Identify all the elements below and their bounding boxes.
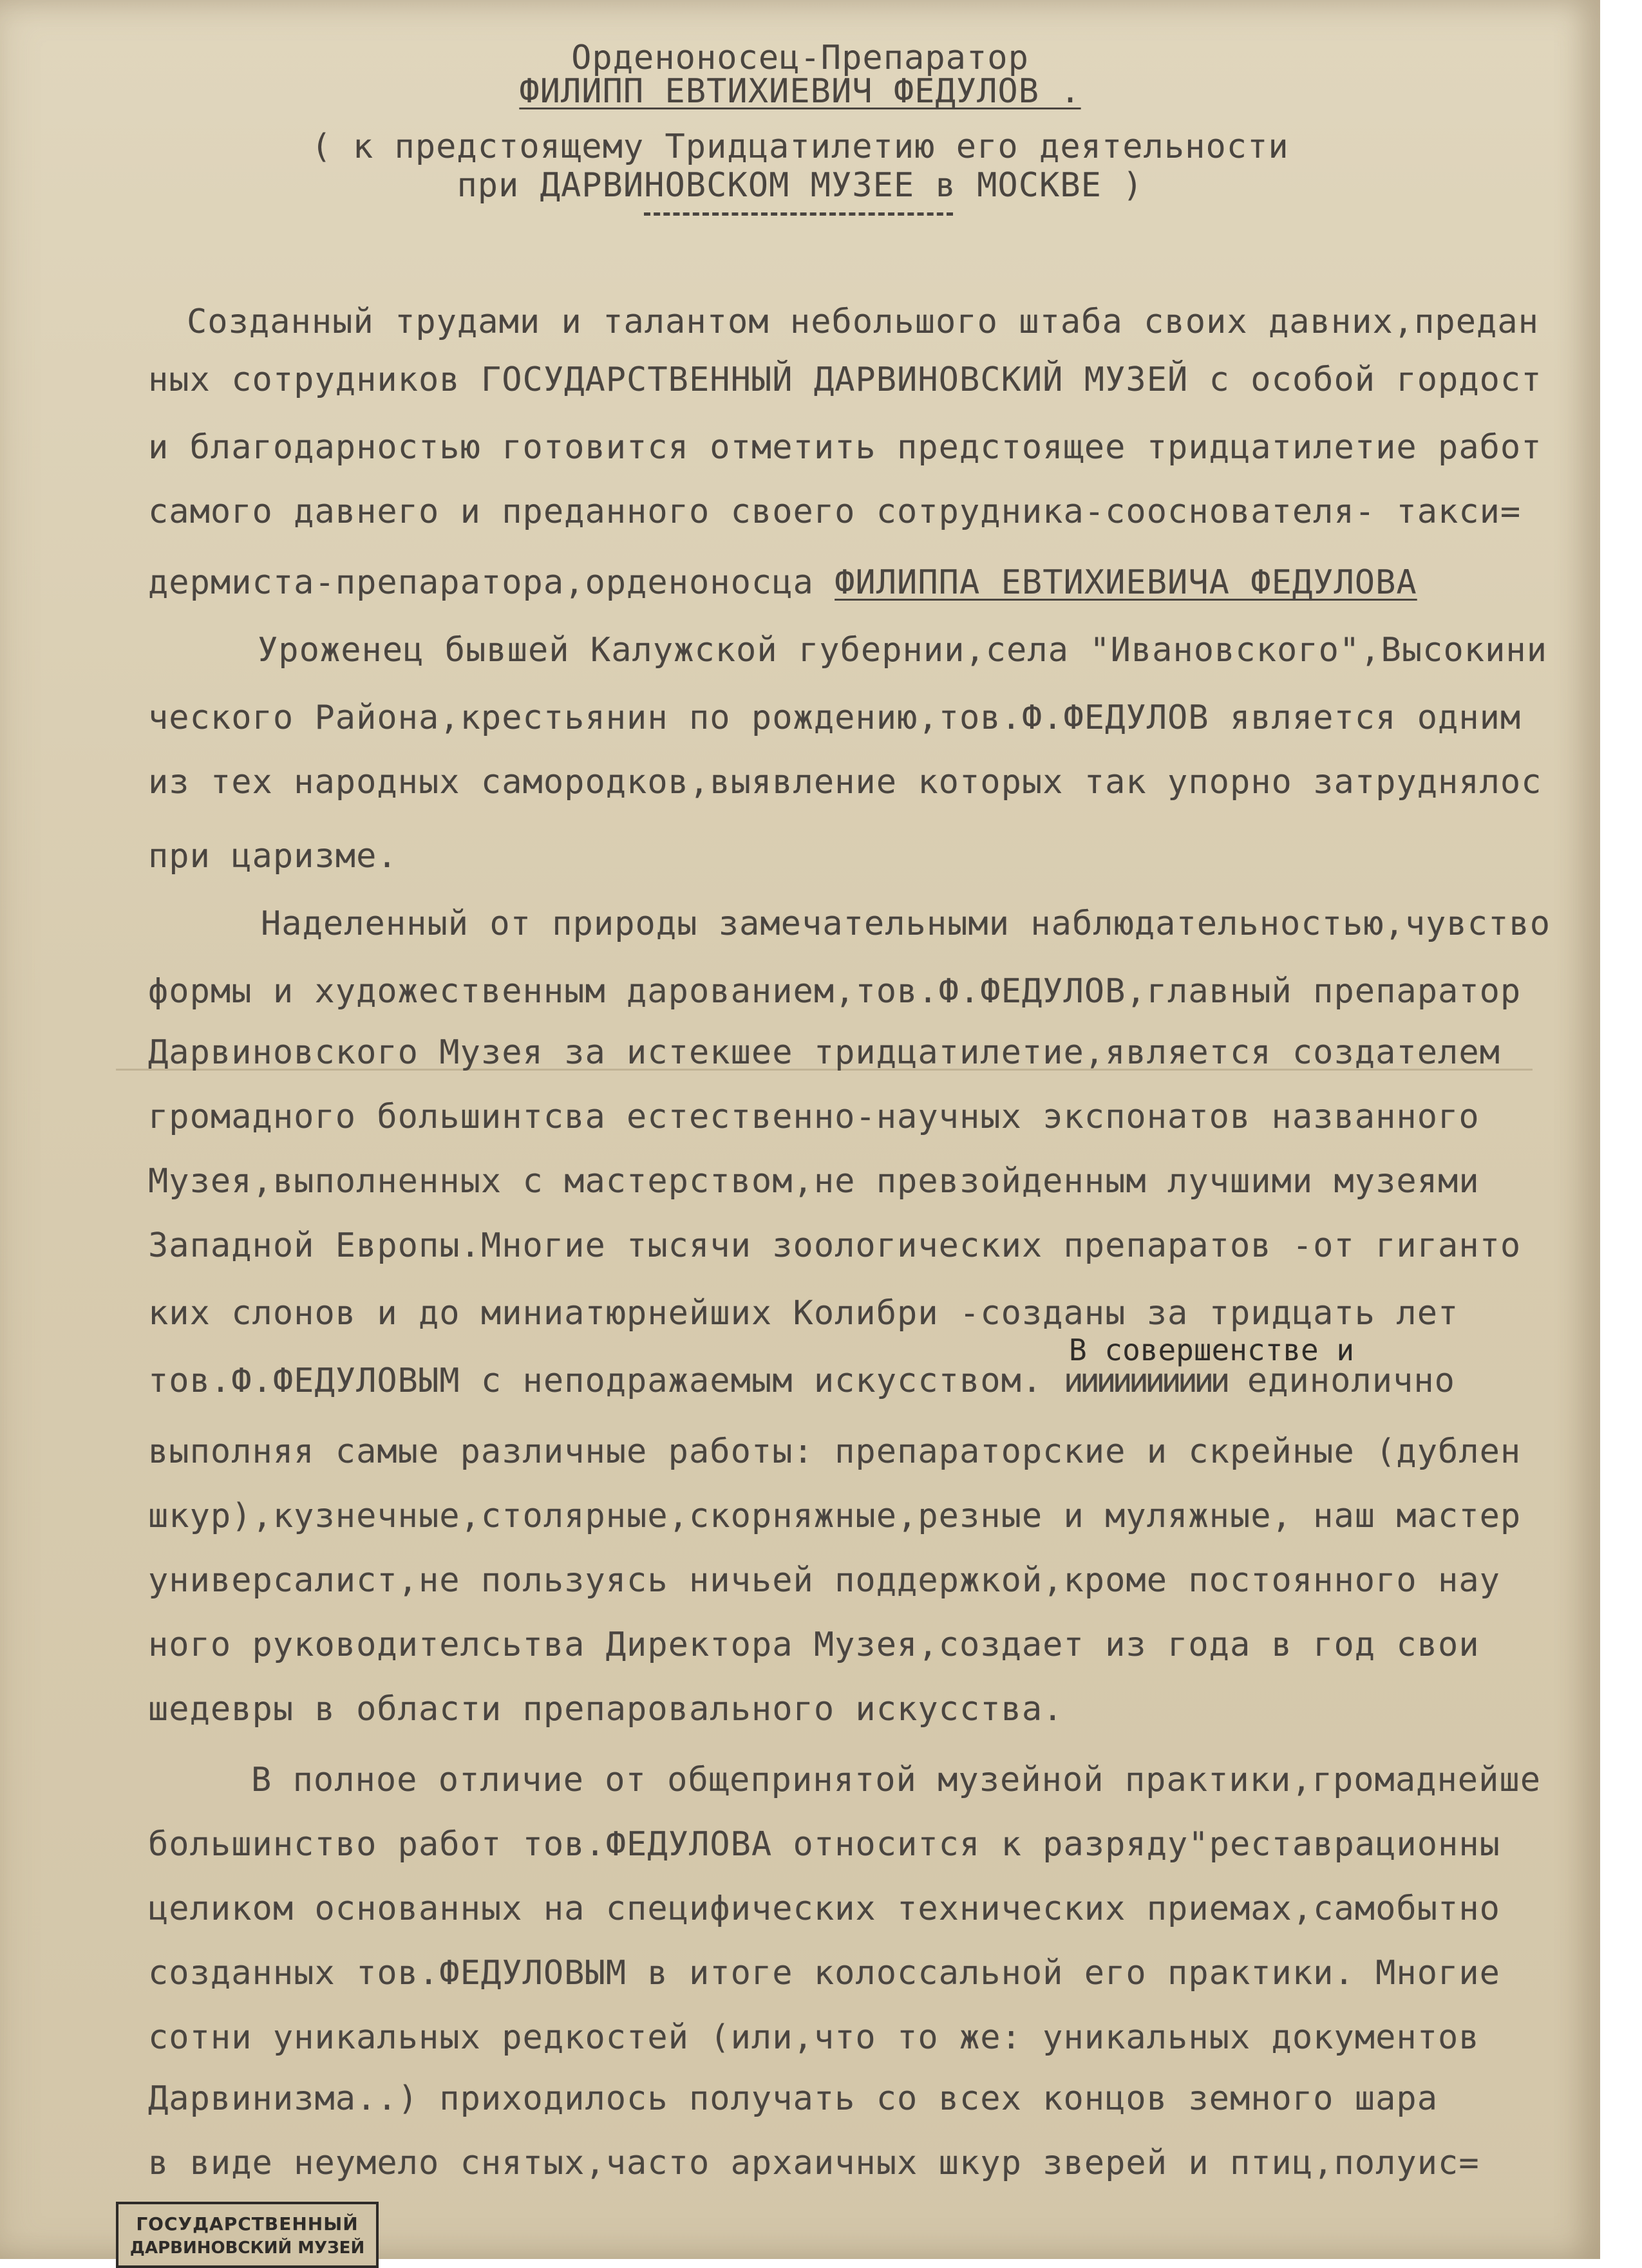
museum-stamp: [116, 2202, 379, 2268]
body-line: самого давнего и преданного своего сотрудника-сооснователя- такси=: [148, 492, 1522, 531]
body-line: ных сотрудников ГОСУДАРСТВЕННЫЙ ДАРВИНОВСКИЙ МУЗЕЙ с особой гордост: [148, 361, 1542, 399]
honoree-name-underlined: ФИЛИППА ЕВТИХИЕВИЧА ФЕДУЛОВА: [835, 563, 1417, 602]
body-line: Созданный трудами и талантом небольшого штаба своих давних,предан: [187, 303, 1539, 341]
body-line: Западной Европы.Многие тысячи зоологических препаратов -от гиганто: [148, 1226, 1522, 1265]
body-line: тов.Ф.ФЕДУЛОВЫМ с неподражаемым искусством. ииииииииии единолично: [148, 1362, 1455, 1400]
honoree-name: ФИЛИПП ЕВТИХИЕВИЧ ФЕДУЛОВ .: [519, 72, 1081, 111]
body-line: дермиста-препаратора,орденоносца ФИЛИППА ЕВТИХИЕВИЧА ФЕДУЛОВА: [148, 563, 1417, 602]
body-line: выполняя самые различные работы: препараторские и скрейные (дублен: [148, 1432, 1522, 1471]
body-line: ческого Района,крестьянин по рождению,тов.Ф.ФЕДУЛОВ является одним: [148, 698, 1522, 737]
body-line: шкур),кузнечные,столярные,скорняжные,резные и муляжные, наш мастер: [148, 1497, 1522, 1535]
body-line: сотни уникальных редкостей (или,что то же: уникальных документов: [148, 2018, 1480, 2057]
body-line: из тех народных самородков,выявление которых так упорно затруднялос: [148, 763, 1542, 801]
body-line: универсалист,не пользуясь ничьей поддержкой,кроме постоянного нау: [148, 1561, 1500, 1600]
body-line: Наделенный от природы замечательными наблюдательностью,чувство: [261, 904, 1551, 943]
struck-out-text: ииииииииии: [1063, 1362, 1227, 1400]
document-title: Орденоносец-Препаратор: [571, 39, 1029, 77]
body-line: Дарвиновского Музея за истекшее тридцатилетие,является создателем: [148, 1033, 1500, 1072]
body-line: ких слонов и до миниатюрнейших Колибри -созданы за тридцать лет: [148, 1294, 1459, 1333]
body-line: в виде неумело снятых,часто архаичных шкур зверей и птиц,полуис=: [148, 2144, 1480, 2182]
header-divider: [644, 212, 953, 216]
subtitle-line-1: ( к предстоящему Тридцатилетию его деятельности: [311, 127, 1289, 166]
body-line: ного руководителсьтва Директора Музея,создает из года в год свои: [148, 1626, 1480, 1664]
body-line: формы и художественным дарованием,тов.Ф.ФЕДУЛОВ,главный препаратор: [148, 972, 1522, 1011]
body-line: В полное отличие от общепринятой музейной практики,громаднейше: [251, 1761, 1542, 1799]
handwritten-insertion: В совершенстве и: [1069, 1333, 1355, 1367]
stamp-line-2: ДАРВИНОВСКИЙ МУЗЕЙ: [129, 2238, 365, 2258]
body-line: и благодарностью готовится отметить предстоящее тридцатилетие работ: [148, 428, 1542, 467]
stamp-line-1: ГОСУДАРСТВЕННЫЙ: [136, 2213, 359, 2235]
subtitle-line-2: при ДАРВИНОВСКОМ МУЗЕЕ в МОСКВЕ ): [457, 166, 1144, 205]
body-line: целиком основанных на специфических технических приемах,самобытно: [148, 1889, 1500, 1928]
body-line: созданных тов.ФЕДУЛОВЫМ в итоге колоссальной его практики. Многие: [148, 1954, 1500, 1992]
body-line: Дарвинизма..) приходилось получать со всех концов земного шара: [148, 2079, 1439, 2118]
body-line: шедевры в области препаровального искусства.: [148, 1690, 1064, 1729]
body-line: Музея,выполненных с мастерством,не превзойденным лучшими музеями: [148, 1162, 1480, 1201]
body-line: большинство работ тов.ФЕДУЛОВА относится к разряду"реставрационны: [148, 1825, 1500, 1864]
body-line: громадного большинтсва естественно-научных экспонатов названного: [148, 1098, 1480, 1136]
body-line: Уроженец бывшей Калужской губернии,села "Ивановского",Высокини: [258, 631, 1548, 670]
body-line: при царизме.: [148, 837, 398, 876]
